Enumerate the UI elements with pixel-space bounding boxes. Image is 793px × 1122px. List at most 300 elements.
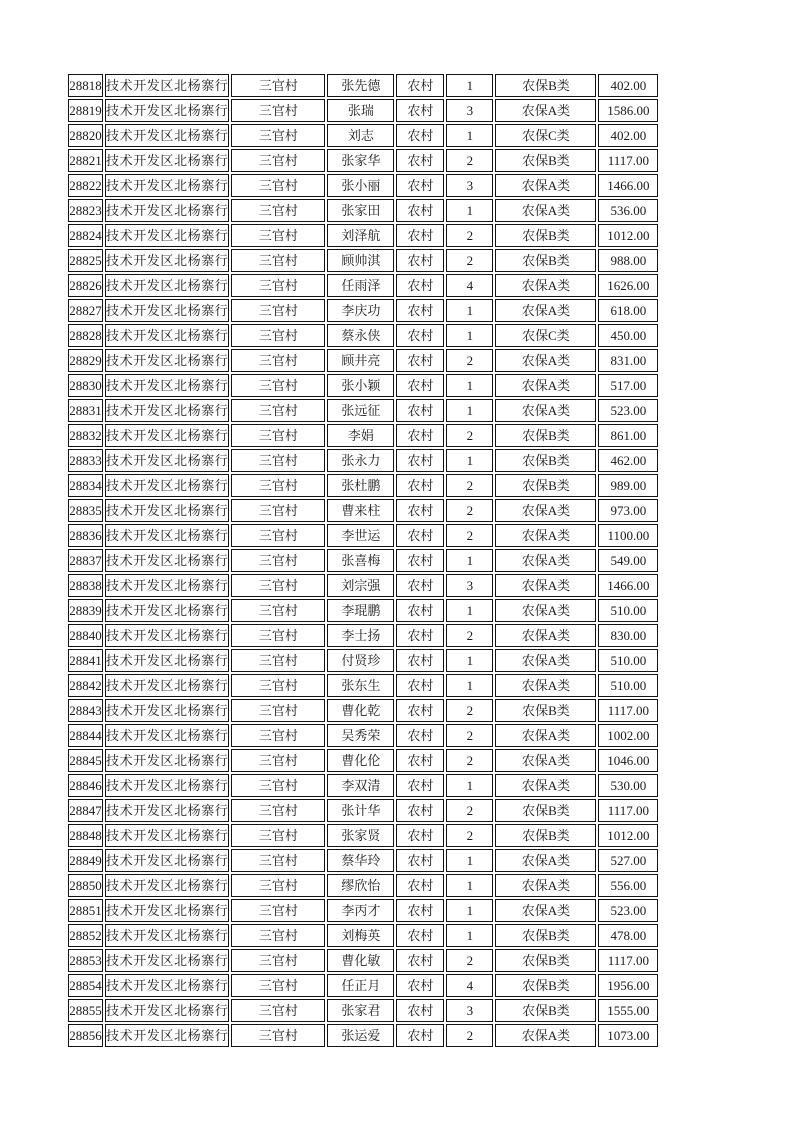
cell-cls: 农保A类 [495,274,596,297]
table-row [68,99,658,122]
cell-district: 技术开发区北杨寨行 [105,99,229,122]
cell-name: 蔡华玲 [327,849,394,872]
cell-count: 1 [446,874,493,897]
cell-count: 1 [446,674,493,697]
cell-count: 2 [446,249,493,272]
cell-id: 28833 [68,449,103,472]
cell-type: 农村 [396,399,444,422]
table-row [68,599,658,622]
table-body [68,74,658,1047]
cell-cls: 农保A类 [495,524,596,547]
cell-id: 28825 [68,249,103,272]
cell-district: 技术开发区北杨寨行 [105,949,229,972]
cell-count: 1 [446,124,493,147]
records-table [66,72,660,1049]
cell-count: 2 [446,349,493,372]
cell-count: 1 [446,74,493,97]
cell-id: 28826 [68,274,103,297]
table-row [68,874,658,897]
cell-count: 3 [446,574,493,597]
cell-cls: 农保B类 [495,999,596,1022]
cell-id: 28855 [68,999,103,1022]
cell-amount: 536.00 [598,199,658,222]
cell-type: 农村 [396,349,444,372]
cell-village: 三官村 [231,174,325,197]
cell-name: 张杜鹏 [327,474,394,497]
table-row [68,1024,658,1047]
cell-village: 三官村 [231,824,325,847]
cell-id: 28843 [68,699,103,722]
cell-id: 28845 [68,749,103,772]
cell-village: 三官村 [231,1024,325,1047]
cell-type: 农村 [396,524,444,547]
table-row [68,699,658,722]
cell-count: 1 [446,199,493,222]
table-row [68,474,658,497]
cell-amount: 523.00 [598,899,658,922]
cell-cls: 农保B类 [495,474,596,497]
cell-name: 张家贤 [327,824,394,847]
cell-name: 张远征 [327,399,394,422]
cell-village: 三官村 [231,874,325,897]
cell-type: 农村 [396,199,444,222]
cell-type: 农村 [396,774,444,797]
cell-count: 2 [446,624,493,647]
cell-cls: 农保A类 [495,749,596,772]
cell-amount: 462.00 [598,449,658,472]
cell-id: 28852 [68,924,103,947]
cell-type: 农村 [396,924,444,947]
cell-id: 28846 [68,774,103,797]
cell-district: 技术开发区北杨寨行 [105,549,229,572]
cell-amount: 831.00 [598,349,658,372]
cell-count: 2 [446,474,493,497]
cell-amount: 618.00 [598,299,658,322]
cell-district: 技术开发区北杨寨行 [105,324,229,347]
table-row [68,524,658,547]
cell-name: 曹化伦 [327,749,394,772]
table-row [68,399,658,422]
cell-district: 技术开发区北杨寨行 [105,774,229,797]
cell-count: 3 [446,99,493,122]
cell-amount: 1002.00 [598,724,658,747]
cell-village: 三官村 [231,899,325,922]
cell-village: 三官村 [231,424,325,447]
cell-amount: 1466.00 [598,574,658,597]
cell-district: 技术开发区北杨寨行 [105,149,229,172]
cell-cls: 农保B类 [495,224,596,247]
cell-district: 技术开发区北杨寨行 [105,399,229,422]
cell-type: 农村 [396,699,444,722]
cell-village: 三官村 [231,549,325,572]
cell-type: 农村 [396,599,444,622]
cell-count: 1 [446,599,493,622]
cell-district: 技术开发区北杨寨行 [105,749,229,772]
cell-name: 刘梅英 [327,924,394,947]
cell-amount: 530.00 [598,774,658,797]
cell-district: 技术开发区北杨寨行 [105,999,229,1022]
cell-cls: 农保B类 [495,449,596,472]
table-row [68,249,658,272]
cell-count: 1 [446,649,493,672]
cell-type: 农村 [396,324,444,347]
cell-district: 技术开发区北杨寨行 [105,224,229,247]
cell-amount: 402.00 [598,74,658,97]
cell-id: 28823 [68,199,103,222]
cell-district: 技术开发区北杨寨行 [105,649,229,672]
cell-count: 2 [446,499,493,522]
cell-cls: 农保B类 [495,974,596,997]
cell-cls: 农保A类 [495,174,596,197]
cell-district: 技术开发区北杨寨行 [105,449,229,472]
cell-count: 1 [446,399,493,422]
cell-type: 农村 [396,749,444,772]
cell-name: 张东生 [327,674,394,697]
cell-village: 三官村 [231,524,325,547]
cell-name: 蔡永侠 [327,324,394,347]
cell-count: 1 [446,324,493,347]
cell-village: 三官村 [231,624,325,647]
cell-type: 农村 [396,999,444,1022]
cell-id: 28822 [68,174,103,197]
table-row [68,999,658,1022]
cell-amount: 523.00 [598,399,658,422]
cell-id: 28848 [68,824,103,847]
cell-type: 农村 [396,249,444,272]
cell-name: 张计华 [327,799,394,822]
cell-amount: 510.00 [598,599,658,622]
table-row [68,149,658,172]
table-row [68,74,658,97]
table-row [68,949,658,972]
cell-district: 技术开发区北杨寨行 [105,924,229,947]
cell-district: 技术开发区北杨寨行 [105,174,229,197]
cell-type: 农村 [396,424,444,447]
cell-amount: 1555.00 [598,999,658,1022]
cell-name: 李琨鹏 [327,599,394,622]
cell-village: 三官村 [231,924,325,947]
cell-id: 28853 [68,949,103,972]
cell-id: 28820 [68,124,103,147]
cell-name: 李娟 [327,424,394,447]
cell-name: 张小丽 [327,174,394,197]
cell-village: 三官村 [231,699,325,722]
cell-count: 1 [446,924,493,947]
cell-amount: 1117.00 [598,799,658,822]
cell-type: 农村 [396,274,444,297]
cell-type: 农村 [396,449,444,472]
table-row [68,549,658,572]
cell-id: 28821 [68,149,103,172]
cell-amount: 527.00 [598,849,658,872]
cell-cls: 农保A类 [495,574,596,597]
cell-id: 28838 [68,574,103,597]
cell-amount: 1117.00 [598,949,658,972]
table-row [68,174,658,197]
cell-name: 李庆功 [327,299,394,322]
cell-count: 1 [446,774,493,797]
cell-name: 张小颖 [327,374,394,397]
cell-type: 农村 [396,974,444,997]
cell-cls: 农保A类 [495,874,596,897]
cell-type: 农村 [396,299,444,322]
cell-amount: 1626.00 [598,274,658,297]
cell-cls: 农保A类 [495,399,596,422]
cell-cls: 农保A类 [495,674,596,697]
cell-type: 农村 [396,724,444,747]
table-row [68,324,658,347]
cell-amount: 510.00 [598,649,658,672]
cell-id: 28850 [68,874,103,897]
cell-cls: 农保A类 [495,724,596,747]
cell-type: 农村 [396,899,444,922]
cell-village: 三官村 [231,674,325,697]
table-row [68,649,658,672]
cell-village: 三官村 [231,224,325,247]
cell-village: 三官村 [231,349,325,372]
cell-cls: 农保B类 [495,949,596,972]
cell-count: 2 [446,724,493,747]
cell-count: 1 [446,299,493,322]
cell-district: 技术开发区北杨寨行 [105,849,229,872]
cell-village: 三官村 [231,99,325,122]
cell-name: 缪欣怡 [327,874,394,897]
cell-name: 任雨泽 [327,274,394,297]
cell-cls: 农保A类 [495,349,596,372]
cell-type: 农村 [396,499,444,522]
cell-district: 技术开发区北杨寨行 [105,199,229,222]
cell-district: 技术开发区北杨寨行 [105,474,229,497]
cell-amount: 1466.00 [598,174,658,197]
cell-name: 曹化敏 [327,949,394,972]
cell-cls: 农保A类 [495,99,596,122]
cell-count: 2 [446,949,493,972]
table-row [68,774,658,797]
cell-name: 张永力 [327,449,394,472]
cell-cls: 农保A类 [495,1024,596,1047]
cell-village: 三官村 [231,849,325,872]
cell-count: 2 [446,824,493,847]
cell-district: 技术开发区北杨寨行 [105,674,229,697]
cell-id: 28818 [68,74,103,97]
cell-type: 农村 [396,549,444,572]
cell-village: 三官村 [231,399,325,422]
cell-cls: 农保B类 [495,424,596,447]
cell-cls: 农保A类 [495,899,596,922]
cell-village: 三官村 [231,724,325,747]
cell-cls: 农保A类 [495,649,596,672]
cell-district: 技术开发区北杨寨行 [105,124,229,147]
cell-id: 28827 [68,299,103,322]
cell-village: 三官村 [231,199,325,222]
cell-id: 28829 [68,349,103,372]
cell-cls: 农保A类 [495,549,596,572]
cell-type: 农村 [396,74,444,97]
cell-name: 李双清 [327,774,394,797]
cell-count: 2 [446,224,493,247]
cell-name: 顾帅淇 [327,249,394,272]
cell-id: 28836 [68,524,103,547]
cell-type: 农村 [396,149,444,172]
cell-district: 技术开发区北杨寨行 [105,974,229,997]
cell-name: 刘宗强 [327,574,394,597]
cell-id: 28854 [68,974,103,997]
cell-id: 28828 [68,324,103,347]
cell-amount: 478.00 [598,924,658,947]
cell-amount: 1956.00 [598,974,658,997]
table-row [68,574,658,597]
cell-village: 三官村 [231,474,325,497]
cell-count: 1 [446,374,493,397]
cell-cls: 农保A类 [495,774,596,797]
cell-count: 2 [446,1024,493,1047]
cell-district: 技术开发区北杨寨行 [105,499,229,522]
cell-id: 28849 [68,849,103,872]
cell-type: 农村 [396,124,444,147]
cell-amount: 549.00 [598,549,658,572]
cell-name: 顾井亮 [327,349,394,372]
cell-count: 2 [446,699,493,722]
cell-village: 三官村 [231,774,325,797]
cell-amount: 510.00 [598,674,658,697]
table-row [68,849,658,872]
cell-count: 2 [446,799,493,822]
cell-district: 技术开发区北杨寨行 [105,574,229,597]
cell-count: 1 [446,899,493,922]
cell-cls: 农保B类 [495,149,596,172]
cell-name: 付贤珍 [327,649,394,672]
cell-count: 1 [446,549,493,572]
cell-name: 曹来柱 [327,499,394,522]
table-row [68,724,658,747]
cell-amount: 973.00 [598,499,658,522]
table-row [68,349,658,372]
cell-amount: 556.00 [598,874,658,897]
table-row [68,499,658,522]
cell-count: 2 [446,749,493,772]
cell-id: 28840 [68,624,103,647]
cell-amount: 1100.00 [598,524,658,547]
cell-amount: 1117.00 [598,699,658,722]
table-row [68,924,658,947]
table-row [68,824,658,847]
cell-type: 农村 [396,374,444,397]
cell-name: 任正月 [327,974,394,997]
cell-district: 技术开发区北杨寨行 [105,424,229,447]
cell-village: 三官村 [231,324,325,347]
table-row [68,224,658,247]
cell-type: 农村 [396,799,444,822]
cell-amount: 1073.00 [598,1024,658,1047]
cell-cls: 农保B类 [495,799,596,822]
cell-village: 三官村 [231,974,325,997]
cell-district: 技术开发区北杨寨行 [105,1024,229,1047]
cell-village: 三官村 [231,599,325,622]
cell-amount: 517.00 [598,374,658,397]
cell-id: 28819 [68,99,103,122]
cell-village: 三官村 [231,249,325,272]
cell-id: 28856 [68,1024,103,1047]
table-row [68,199,658,222]
cell-id: 28837 [68,549,103,572]
cell-village: 三官村 [231,749,325,772]
cell-name: 刘志 [327,124,394,147]
cell-district: 技术开发区北杨寨行 [105,799,229,822]
cell-count: 3 [446,999,493,1022]
cell-count: 2 [446,424,493,447]
cell-village: 三官村 [231,74,325,97]
cell-id: 28851 [68,899,103,922]
table-row [68,799,658,822]
cell-district: 技术开发区北杨寨行 [105,624,229,647]
table-row [68,374,658,397]
cell-type: 农村 [396,574,444,597]
cell-id: 28830 [68,374,103,397]
cell-name: 张家君 [327,999,394,1022]
cell-name: 张家田 [327,199,394,222]
cell-district: 技术开发区北杨寨行 [105,74,229,97]
cell-district: 技术开发区北杨寨行 [105,249,229,272]
cell-name: 张先德 [327,74,394,97]
cell-id: 28835 [68,499,103,522]
cell-id: 28824 [68,224,103,247]
cell-name: 曹化乾 [327,699,394,722]
cell-id: 28841 [68,649,103,672]
cell-type: 农村 [396,99,444,122]
cell-cls: 农保A类 [495,849,596,872]
cell-name: 李士扬 [327,624,394,647]
table-row [68,274,658,297]
cell-district: 技术开发区北杨寨行 [105,524,229,547]
cell-type: 农村 [396,224,444,247]
cell-village: 三官村 [231,149,325,172]
cell-amount: 830.00 [598,624,658,647]
cell-type: 农村 [396,674,444,697]
cell-cls: 农保A类 [495,599,596,622]
cell-amount: 989.00 [598,474,658,497]
cell-id: 28847 [68,799,103,822]
cell-id: 28844 [68,724,103,747]
cell-count: 3 [446,174,493,197]
cell-amount: 1012.00 [598,224,658,247]
cell-cls: 农保B类 [495,824,596,847]
table-row [68,674,658,697]
cell-cls: 农保A类 [495,624,596,647]
cell-village: 三官村 [231,799,325,822]
cell-count: 1 [446,849,493,872]
cell-cls: 农保C类 [495,324,596,347]
cell-village: 三官村 [231,574,325,597]
cell-district: 技术开发区北杨寨行 [105,899,229,922]
cell-district: 技术开发区北杨寨行 [105,274,229,297]
cell-amount: 988.00 [598,249,658,272]
cell-type: 农村 [396,174,444,197]
cell-type: 农村 [396,474,444,497]
cell-count: 2 [446,524,493,547]
cell-name: 张家华 [327,149,394,172]
cell-cls: 农保C类 [495,124,596,147]
cell-cls: 农保A类 [495,199,596,222]
cell-village: 三官村 [231,274,325,297]
cell-count: 1 [446,449,493,472]
table-row [68,299,658,322]
cell-id: 28842 [68,674,103,697]
cell-district: 技术开发区北杨寨行 [105,349,229,372]
cell-district: 技术开发区北杨寨行 [105,874,229,897]
cell-district: 技术开发区北杨寨行 [105,374,229,397]
cell-cls: 农保A类 [495,299,596,322]
cell-village: 三官村 [231,649,325,672]
